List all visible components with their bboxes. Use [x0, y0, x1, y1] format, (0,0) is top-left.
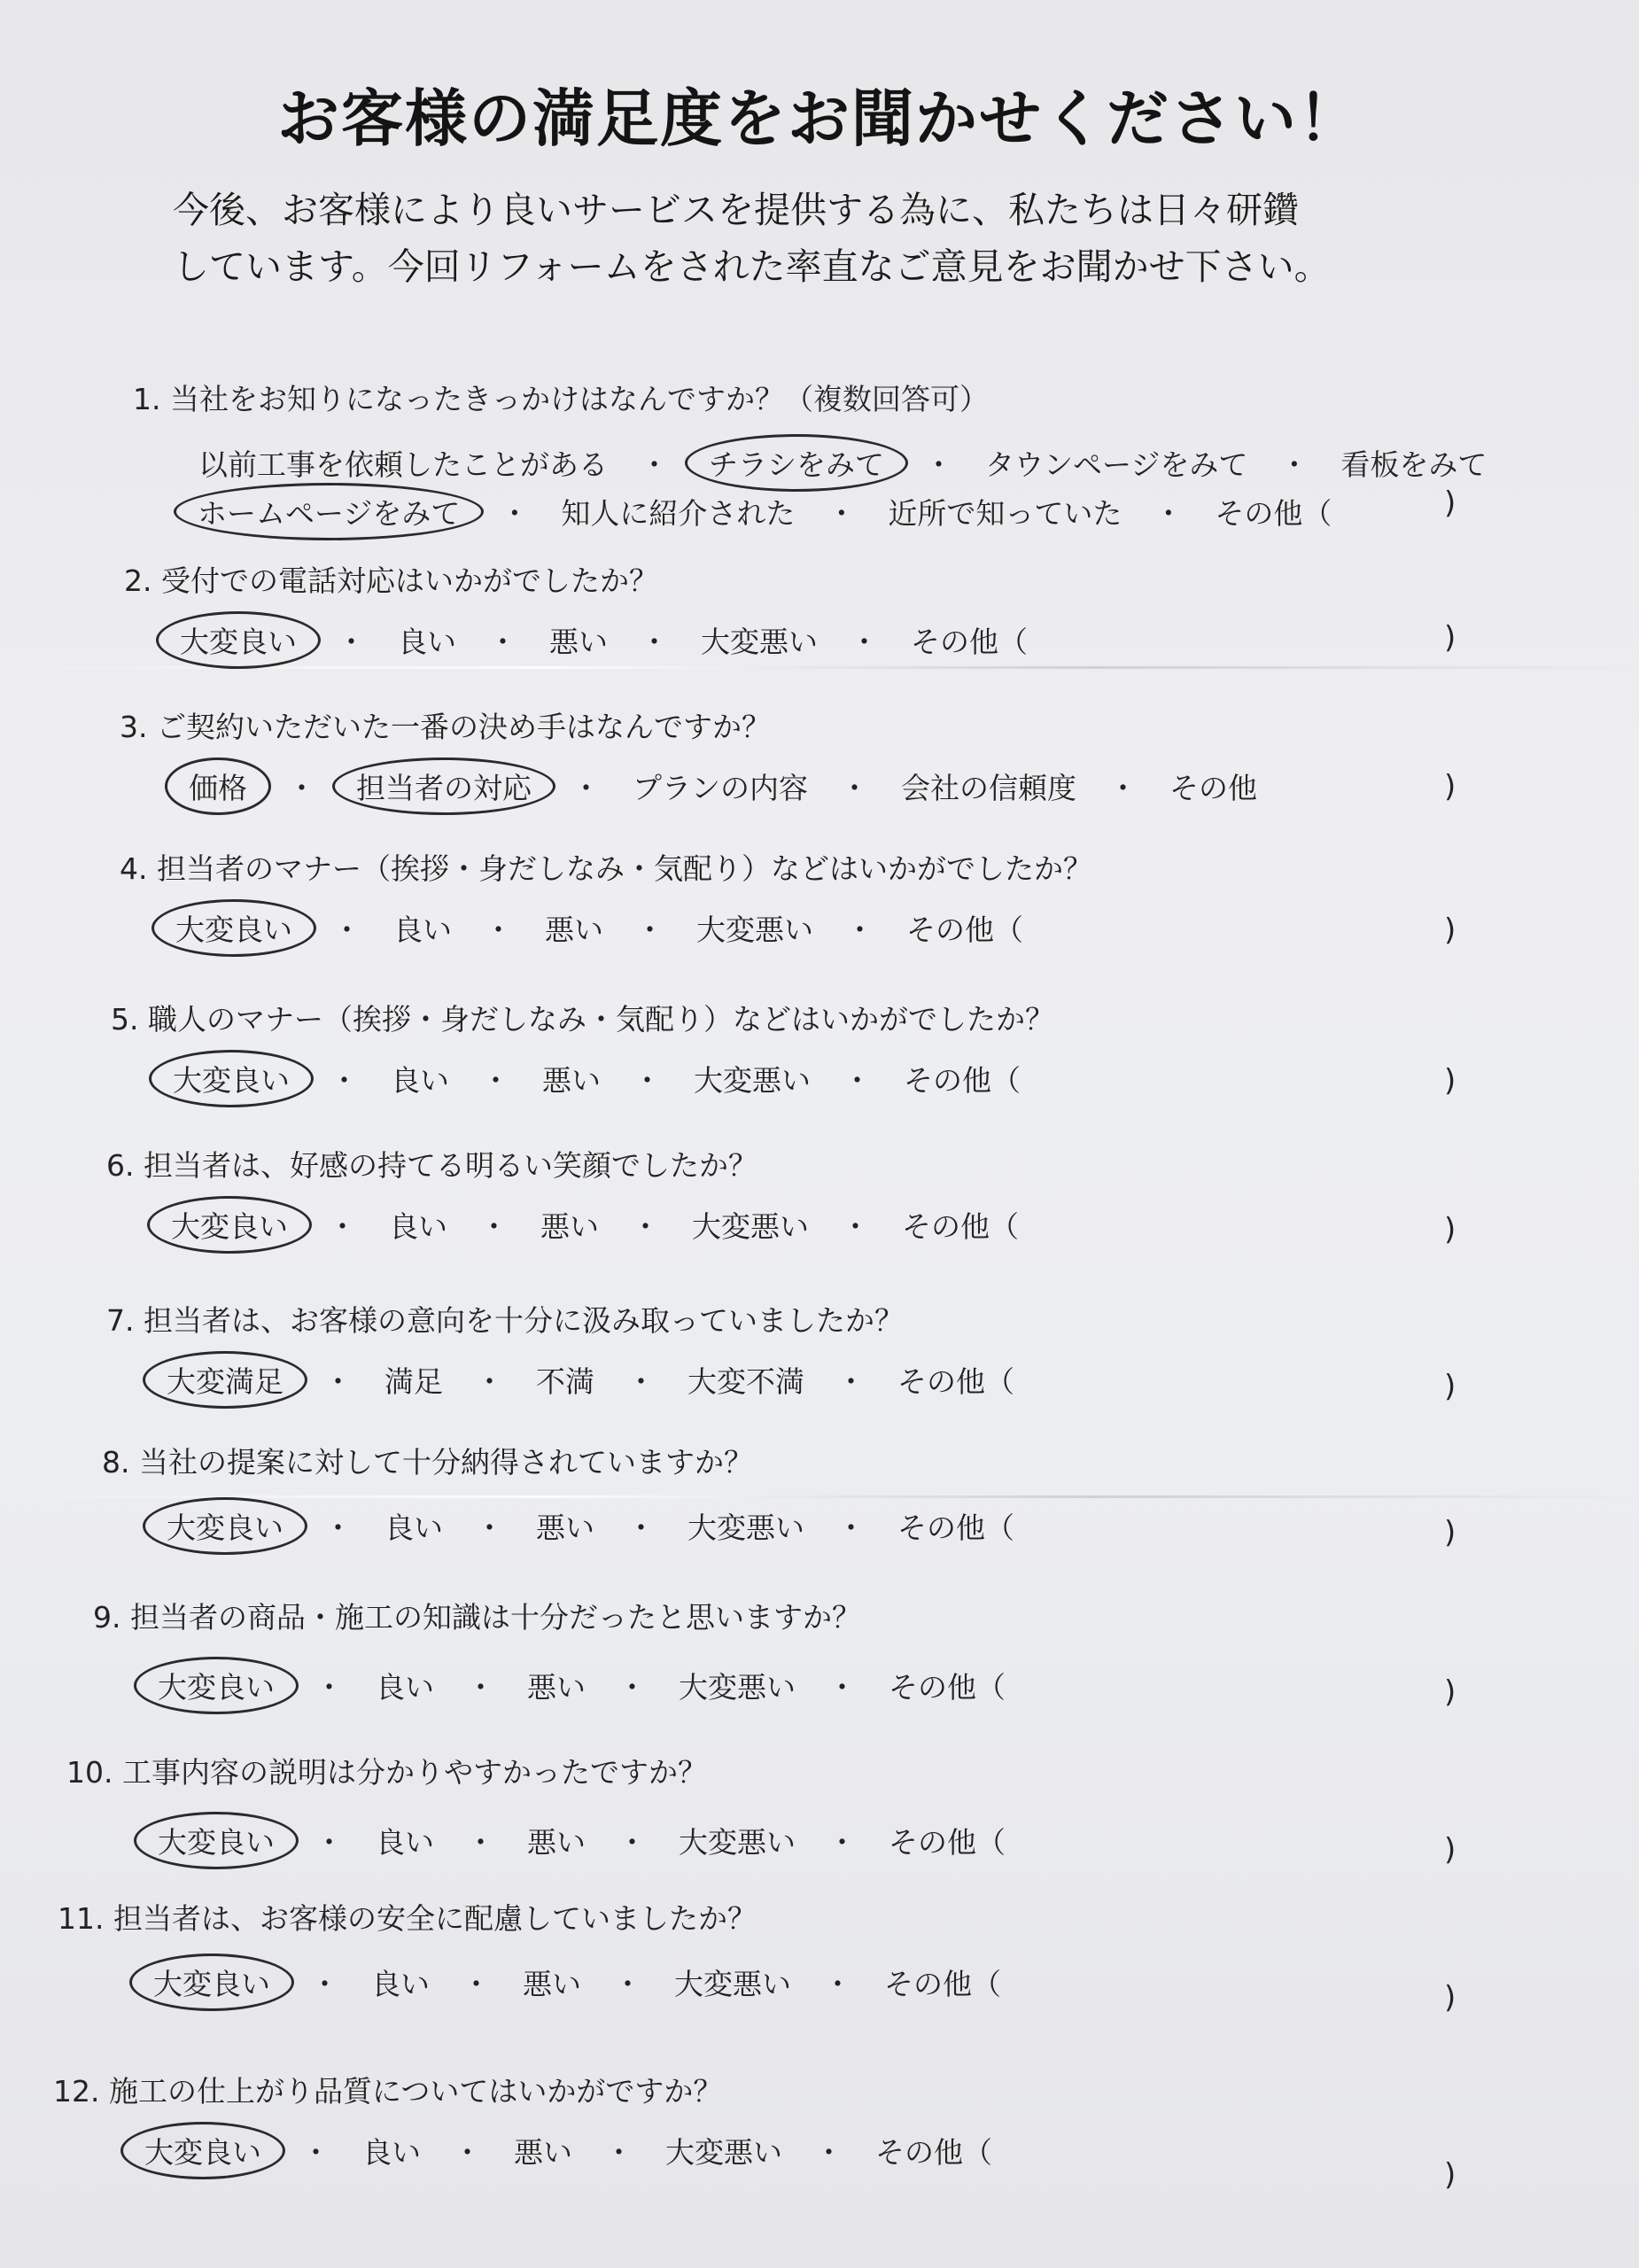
- answer-option[interactable]: 以前工事を依頼したことがある: [198, 447, 608, 482]
- answer-option[interactable]: 大変悪い: [696, 913, 813, 947]
- answer-option[interactable]: 知人に紹介された: [561, 496, 796, 531]
- answer-option[interactable]: 良い: [389, 1209, 447, 1244]
- option-separator: ・: [481, 1063, 510, 1098]
- answer-option[interactable]: 大変悪い: [692, 1209, 809, 1244]
- answer-option[interactable]: 大変悪い: [694, 1063, 811, 1098]
- question-number: 11.: [58, 1901, 113, 1936]
- question-text: 職人のマナー（挨拶・身だしなみ・気配り）などはいかがでしたか？: [147, 1002, 1054, 1037]
- question-9: [93, 1595, 861, 1636]
- question-text: 受付での電話対応はいかがでしたか？: [160, 563, 658, 598]
- answer-option[interactable]: 悪い: [545, 913, 603, 947]
- question-text: 当社をお知りになったきっかけはなんですか？（複数回答可）: [169, 382, 989, 416]
- answer-option-circled[interactable]: 大変良い: [129, 1953, 294, 2011]
- question-2: [124, 558, 658, 600]
- answer-option-circled[interactable]: ホームページをみて: [174, 483, 484, 540]
- answer-option[interactable]: その他（: [889, 1825, 1006, 1860]
- answer-option[interactable]: 大変悪い: [679, 1670, 796, 1705]
- answer-option[interactable]: 大変悪い: [665, 2135, 782, 2170]
- answer-option[interactable]: 良い: [398, 625, 456, 659]
- option-separator: ・: [479, 1209, 509, 1244]
- answer-option-circled[interactable]: 大変良い: [134, 1657, 299, 1714]
- answer-option-circled[interactable]: 大変良い: [147, 1196, 312, 1254]
- option-separator: ・: [315, 1825, 344, 1860]
- answer-option[interactable]: 大変不満: [687, 1364, 804, 1399]
- answer-option[interactable]: 大変悪い: [687, 1511, 804, 1545]
- answer-option[interactable]: その他（: [1215, 496, 1332, 531]
- option-separator: ・: [337, 625, 366, 659]
- answer-option[interactable]: 悪い: [542, 1063, 601, 1098]
- answer-options-row: [168, 757, 1270, 815]
- option-separator: ・: [631, 1209, 660, 1244]
- option-separator: ・: [827, 1670, 857, 1705]
- option-separator: ・: [287, 771, 316, 805]
- option-separator: ・: [604, 2135, 633, 2170]
- option-separator: ・: [466, 1825, 495, 1860]
- option-separator: ・: [332, 913, 361, 947]
- survey-title: お客様の満足度をお聞かせください！: [277, 82, 1362, 155]
- answer-option[interactable]: 良い: [385, 1511, 443, 1545]
- option-separator: ・: [328, 1209, 357, 1244]
- answer-option[interactable]: その他（: [875, 2135, 992, 2170]
- answer-option-circled[interactable]: 大変良い: [120, 2122, 285, 2179]
- other-close-paren: ): [1444, 1515, 1456, 1550]
- answer-options-row: [146, 1351, 1027, 1409]
- question-number: 7.: [106, 1303, 144, 1338]
- question-7: [106, 1298, 904, 1340]
- answer-options-row: [137, 1812, 1018, 1869]
- question-text: 施工の仕上がり品質についてはいかがですか？: [108, 2074, 723, 2109]
- other-close-paren: ): [1444, 1212, 1456, 1247]
- option-separator: ・: [836, 1364, 866, 1399]
- answer-options-row: [151, 1196, 1031, 1254]
- question-text: 当社の提案に対して十分納得されていますか？: [138, 1445, 753, 1480]
- answer-option[interactable]: 良い: [376, 1825, 434, 1860]
- intro-line: しています。今回リフォームをされた率直なご意見をお聞かせ下さい。: [173, 245, 1331, 288]
- answer-option[interactable]: 悪い: [549, 625, 608, 659]
- intro-line: 今後、お客様により良いサービスを提供する為に、私たちは日々研鑽: [173, 189, 1299, 231]
- answer-options-row: [133, 1953, 1014, 2011]
- answer-option[interactable]: 近所で知っていた: [888, 496, 1122, 531]
- answer-option-circled[interactable]: 大変良い: [156, 611, 321, 669]
- option-separator: ・: [635, 913, 664, 947]
- answer-option[interactable]: タウンページをみて: [985, 447, 1248, 482]
- option-separator: ・: [323, 1364, 353, 1399]
- question-12: [53, 2069, 722, 2110]
- answer-option-circled[interactable]: 大変満足: [143, 1351, 307, 1409]
- answer-option[interactable]: その他（: [911, 625, 1028, 659]
- other-close-paren: ): [1444, 2157, 1456, 2193]
- option-separator: ・: [1279, 447, 1309, 482]
- option-separator: ・: [850, 625, 879, 659]
- option-separator: ・: [315, 1670, 344, 1705]
- answer-option[interactable]: その他（: [897, 1364, 1014, 1399]
- option-separator: ・: [488, 625, 517, 659]
- question-8: [102, 1440, 753, 1481]
- answer-options-row: [124, 2122, 1005, 2179]
- other-close-paren: ): [1444, 769, 1456, 804]
- question-number: 3.: [120, 710, 157, 744]
- option-separator: ・: [845, 913, 874, 947]
- answer-option[interactable]: 不満: [536, 1364, 594, 1399]
- question-10: [66, 1750, 707, 1791]
- answer-options-row: [137, 1657, 1018, 1714]
- other-close-paren: ): [1444, 1063, 1456, 1099]
- other-close-paren: ): [1444, 1832, 1456, 1868]
- question-11: [58, 1896, 757, 1938]
- answer-option[interactable]: その他（: [906, 913, 1023, 947]
- answer-option[interactable]: その他: [1169, 771, 1257, 805]
- answer-option[interactable]: 悪い: [540, 1209, 599, 1244]
- answer-option[interactable]: 良い: [371, 1967, 430, 2001]
- answer-options-row: [159, 611, 1040, 669]
- option-separator: ・: [618, 1670, 647, 1705]
- option-separator: ・: [836, 1511, 866, 1545]
- answer-option-circled[interactable]: 価格: [165, 757, 271, 815]
- other-close-paren: ): [1444, 620, 1456, 656]
- option-separator: ・: [1108, 771, 1138, 805]
- option-separator: ・: [626, 1511, 656, 1545]
- question-number: 1.: [133, 382, 170, 416]
- option-separator: ・: [323, 1511, 353, 1545]
- question-text: 担当者は、お客様の意向を十分に汲み取っていましたか？: [143, 1303, 904, 1338]
- option-separator: ・: [814, 2135, 843, 2170]
- answer-option-circled[interactable]: 大変良い: [143, 1497, 307, 1555]
- question-text: 担当者の商品・施工の知識は十分だったと思いますか？: [129, 1600, 861, 1635]
- option-separator: ・: [1154, 496, 1184, 531]
- option-separator: ・: [571, 771, 601, 805]
- option-separator: ・: [613, 1967, 642, 2001]
- option-separator: ・: [475, 1511, 504, 1545]
- other-close-paren: ): [1444, 913, 1456, 948]
- option-separator: ・: [823, 1967, 852, 2001]
- other-close-paren: ): [1444, 1369, 1456, 1404]
- answer-option[interactable]: その他（: [904, 1063, 1021, 1098]
- question-number: 8.: [102, 1445, 139, 1480]
- answer-option[interactable]: その他（: [897, 1511, 1014, 1545]
- answer-option[interactable]: 大変悪い: [679, 1825, 796, 1860]
- question-number: 12.: [53, 2074, 109, 2109]
- option-separator: ・: [626, 1364, 656, 1399]
- option-separator: ・: [310, 1967, 339, 2001]
- answer-option[interactable]: 良い: [393, 913, 452, 947]
- answer-option[interactable]: 良い: [362, 2135, 421, 2170]
- answer-option-circled[interactable]: 担当者の対応: [332, 757, 555, 815]
- answer-option[interactable]: その他（: [902, 1209, 1019, 1244]
- question-number: 2.: [124, 563, 161, 598]
- answer-option[interactable]: 大変悪い: [674, 1967, 791, 2001]
- answer-option[interactable]: 悪い: [523, 1967, 581, 2001]
- question-5: [111, 997, 1054, 1038]
- option-separator: ・: [827, 496, 857, 531]
- option-separator: ・: [924, 447, 953, 482]
- answer-option[interactable]: 悪い: [514, 2135, 572, 2170]
- answer-options-row: [177, 483, 1344, 540]
- answer-option[interactable]: その他（: [889, 1670, 1006, 1705]
- question-text: 担当者は、好感の持てる明るい笑顔でしたか？: [143, 1148, 757, 1183]
- question-number: 4.: [120, 851, 157, 886]
- answer-option[interactable]: 悪い: [536, 1511, 594, 1545]
- question-text: ご契約いただいた一番の決め手はなんですか？: [156, 710, 771, 744]
- answer-option[interactable]: 良い: [391, 1063, 449, 1098]
- option-separator: ・: [484, 913, 513, 947]
- answer-options-row: [146, 1497, 1027, 1555]
- option-separator: ・: [466, 1670, 495, 1705]
- question-1: [133, 377, 989, 418]
- answer-option[interactable]: 大変悪い: [701, 625, 818, 659]
- answer-option[interactable]: 看板をみて: [1340, 447, 1488, 482]
- question-text: 担当者のマナー（挨拶・身だしなみ・気配り）などはいかがでしたか？: [156, 851, 1092, 886]
- answer-option[interactable]: プランの内容: [633, 771, 808, 805]
- option-separator: ・: [330, 1063, 359, 1098]
- question-number: 6.: [106, 1148, 144, 1183]
- answer-option-circled[interactable]: 大変良い: [149, 1050, 314, 1107]
- answer-option[interactable]: その他（: [884, 1967, 1001, 2001]
- answer-options-row: [152, 1050, 1033, 1107]
- answer-option[interactable]: 悪い: [527, 1670, 586, 1705]
- survey-intro: [173, 182, 1502, 295]
- question-number: 5.: [111, 1002, 148, 1037]
- option-separator: ・: [462, 1967, 491, 2001]
- option-separator: ・: [475, 1364, 504, 1399]
- question-text: 担当者は、お客様の安全に配慮していましたか？: [113, 1901, 757, 1936]
- answer-options-row: [155, 899, 1036, 957]
- answer-option-circled[interactable]: 大変良い: [151, 899, 316, 957]
- question-number: 9.: [93, 1600, 130, 1635]
- option-separator: ・: [640, 447, 669, 482]
- option-separator: ・: [841, 1209, 870, 1244]
- other-close-paren: ): [1444, 1980, 1456, 2016]
- question-4: [120, 846, 1092, 888]
- question-3: [120, 704, 771, 746]
- other-close-paren: ): [1444, 1674, 1456, 1710]
- answer-option[interactable]: 良い: [376, 1670, 434, 1705]
- question-number: 10.: [66, 1755, 122, 1790]
- answer-option-circled[interactable]: チラシをみて: [685, 434, 908, 492]
- question-text: 工事内容の説明は分かりやすかったですか？: [121, 1755, 707, 1790]
- option-separator: ・: [301, 2135, 330, 2170]
- option-separator: ・: [840, 771, 869, 805]
- other-close-paren: ): [1444, 485, 1456, 521]
- option-separator: ・: [618, 1825, 647, 1860]
- option-separator: ・: [640, 625, 669, 659]
- answer-option[interactable]: 満足: [385, 1364, 443, 1399]
- option-separator: ・: [827, 1825, 857, 1860]
- answer-option[interactable]: 会社の信頼度: [901, 771, 1076, 805]
- option-separator: ・: [843, 1063, 872, 1098]
- question-6: [106, 1143, 757, 1184]
- answer-option[interactable]: 悪い: [527, 1825, 586, 1860]
- option-separator: ・: [633, 1063, 662, 1098]
- option-separator: ・: [500, 496, 530, 531]
- option-separator: ・: [453, 2135, 482, 2170]
- answer-option-circled[interactable]: 大変良い: [134, 1812, 299, 1869]
